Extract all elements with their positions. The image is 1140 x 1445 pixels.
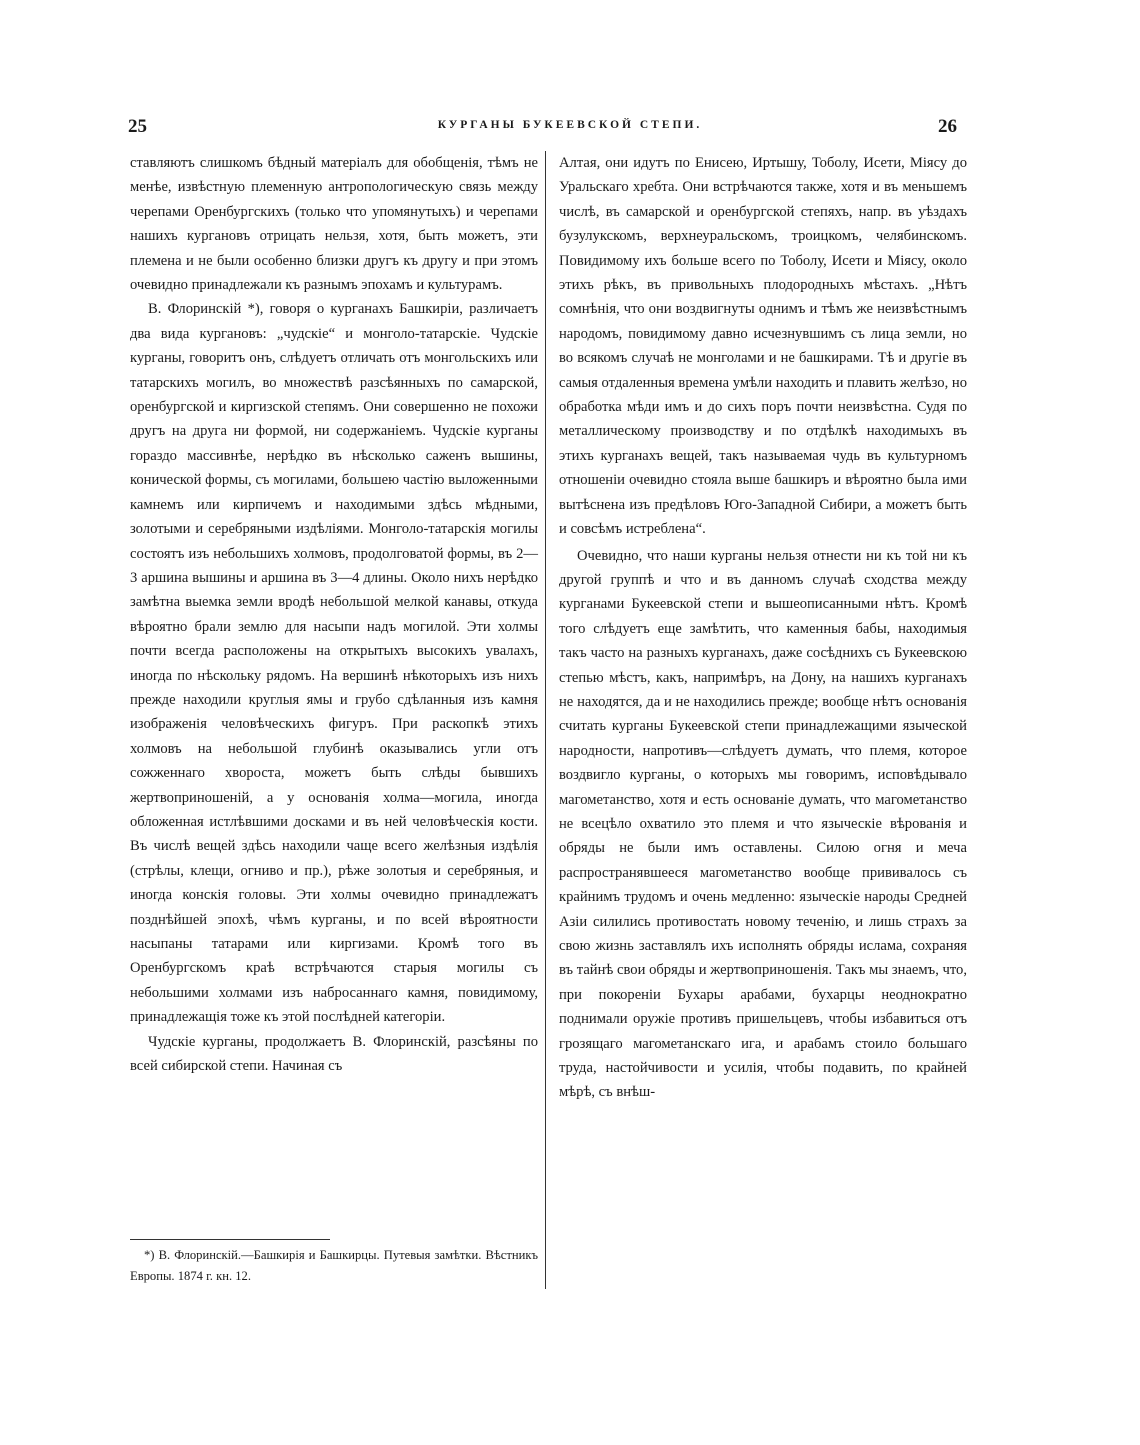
left-paragraph-1: ставляютъ слишкомъ бѣдный матеріалъ для обобщенія, тѣмъ не менѣе, извѣстную племенную антропологическую связь между черепами Оренбургскихъ (только что упомянутыхъ) и черепами нашихъ кургановъ отрицать нельзя, хотя, быть можетъ, эти племена и не были особенно близки другъ къ другу и при этомъ очевидно принадлежали къ разнымъ эпохамъ и культурамъ. xyxy=(130,155,538,294)
right-paragraph-1: Алтая, они идутъ по Енисею, Иртышу, Тоболу, Исети, Міясу до Уральскаго хребта. Они встрѣчаются также, хотя и въ меньшемъ числѣ, въ самарской и оренбургской степяхъ, напр. въ уѣздахъ бузулукскомъ, верхнеуральскомъ, троицкомъ, челябинскомъ. Повидимому ихъ больше всего по Тоболу, Исети и Міясу, около этихъ рѣкъ, въ привольныхъ плодородныхъ мѣстахъ. „Нѣтъ сомнѣнія, что они воздвигнуты однимъ и тѣмъ же неизвѣстнымъ народомъ, повидимому давно исчезнувшимъ съ лица земли, но во всякомъ случаѣ не монголами и не башкирами. Тѣ и другіе въ самыя отдаленныя времена умѣли находить и плавить желѣзо, но обработка мѣди имъ и до сихъ поръ почти неизвѣстна. Судя по металлическому производству и по отдѣлкѣ находимыхъ въ этихъ курганахъ вещей, такъ называемая чудь въ культурномъ отношеніи очевидно стояла выше башкиръ и вѣроятно была ими вытѣснена изъ предѣловъ Юго-Западной Сибири, а можетъ быть и совсѣмъ истреблена“. xyxy=(559,155,967,538)
right-paragraph-2: Очевидно, что наши курганы нельзя отнести ни къ той ни къ другой группѣ и что и въ данномъ случаѣ сходства между курганами Букеевской степи и вышеописанными нѣтъ. Кромѣ того слѣдуетъ еще замѣтить, что каменныя бабы, находимыя такъ часто на разныхъ курганахъ, даже сосѣднихъ съ Букеевскою степью мѣстъ, какъ, напримѣръ, на Дону, на нашихъ курганахъ не находятся, да и не находились прежде; вообще нѣтъ основанія считать курганы Букеевской степи принадлежащими языческой народности, напротивъ—слѣдуетъ думать, что племя, которое воздвигло курганы, о которыхъ мы говоримъ, исповѣдывало магометанство, хотя и есть основаніе думать, что магометанство не всецѣло охватило это племя и что языческіе вѣрованія и обряды не были имъ оставлены. Силою огня и меча распространявшееся магометанство вообще прививалось съ крайнимъ трудомъ и очень медленно: языческіе народы Средней Азіи силились противостать новому теченію, и лишь страхъ за свою жизнь заставлялъ ихъ исполнять обряды ислама, сохраняя въ тайнѣ свои обряды и жертвоприношенія. Такъ мы знаемъ, что, при покореніи Бухары арабами, бухарцы неоднократно поднимали оружіе противъ пришельцевъ, чтобы избавиться отъ грозящаго магометанскаго ига, и арабамъ стоило большаго труда, настойчивости и усилія, чтобы подавить, по крайней мѣрѣ, съ внѣш- xyxy=(559,547,967,1101)
footnote: *) В. Флоринскій.—Башкирія и Башкирцы. Путевыя замѣтки. Вѣстникъ Европы. 1874 г. кн. 12. xyxy=(130,1248,538,1283)
right-column xyxy=(559,151,967,1105)
left-paragraph-2: В. Флоринскій *), говоря о курганахъ Башкиріи, различаетъ два вида кургановъ: „чудскіе“ и монголо-татарскіе. Чудскіе курганы, говоритъ онъ, слѣдуетъ отличать отъ монгольскихъ или татарскихъ могилъ, во множествѣ разсѣянныхъ по самарской, оренбургской и киргизской степямъ. Они совершенно не похожи другъ на друга ни формой, ни содержаніемъ. Чудскіе курганы гораздо массивнѣе, нерѣдко въ нѣсколько саженъ вышины, конической формы, съ могилами, большею частію выложенными камнемъ или кирпичемъ и находимыми здѣсь мѣдными, золотыми и серебряными издѣліями. Монголо-татарскія могилы состоятъ изъ небольшихъ холмовъ, продолговатой формы, въ 2—3 аршина вышины и аршина въ 3—4 длины. Около нихъ нерѣдко замѣтна выемка земли вродѣ небольшой мелкой канавы, откуда вѣроятно брали землю для насыпи надъ могилой. Эти холмы почти всегда расположены на открытыхъ высокихъ увалахъ, иногда по нѣскольку рядомъ. На вершинѣ нѣкоторыхъ изъ нихъ прежде находили круглыя ямы и грубо сдѣланныя изъ камня изображенія человѣческихъ фигуръ. При раскопкѣ этихъ холмовъ на небольшой глубинѣ оказывались угли отъ сожженнаго хвороста, можетъ быть слѣды бывшихъ жертвоприношеній, а у основанія холма—могила, иногда обложенная истлѣвшими досками и въ ней человѣческія кости. Въ числѣ вещей здѣсь находили чаще всего желѣзныя издѣлія (стрѣлы, клещи, огниво и пр.), рѣже золотыя и серебряныя, и иногда конскія головы. Эти холмы очевидно принадлежатъ позднѣйшей эпохѣ, чѣмъ курганы, и по всей вѣроятности насыпаны татарами или киргизами. Кромѣ того въ Оренбургскомъ краѣ встрѣчаются старыя могилы съ небольшими холмами изъ набросаннаго камня, повидимому, принадлежащія тоже къ этой послѣдней категоріи. xyxy=(130,301,538,1026)
left-paragraph-3: Чудскіе курганы, продолжаетъ В. Флоринскій, разсѣяны по всей сибирской степи. Начиная съ xyxy=(130,1033,538,1075)
page-number-left: 25 xyxy=(128,116,147,137)
column-divider xyxy=(545,151,546,1289)
footnote-rule xyxy=(130,1239,330,1240)
page-number-right: 26 xyxy=(938,116,957,137)
running-head: КУРГАНЫ БУКЕЕВСКОЙ СТЕПИ. xyxy=(437,119,703,131)
left-column xyxy=(130,151,538,1078)
